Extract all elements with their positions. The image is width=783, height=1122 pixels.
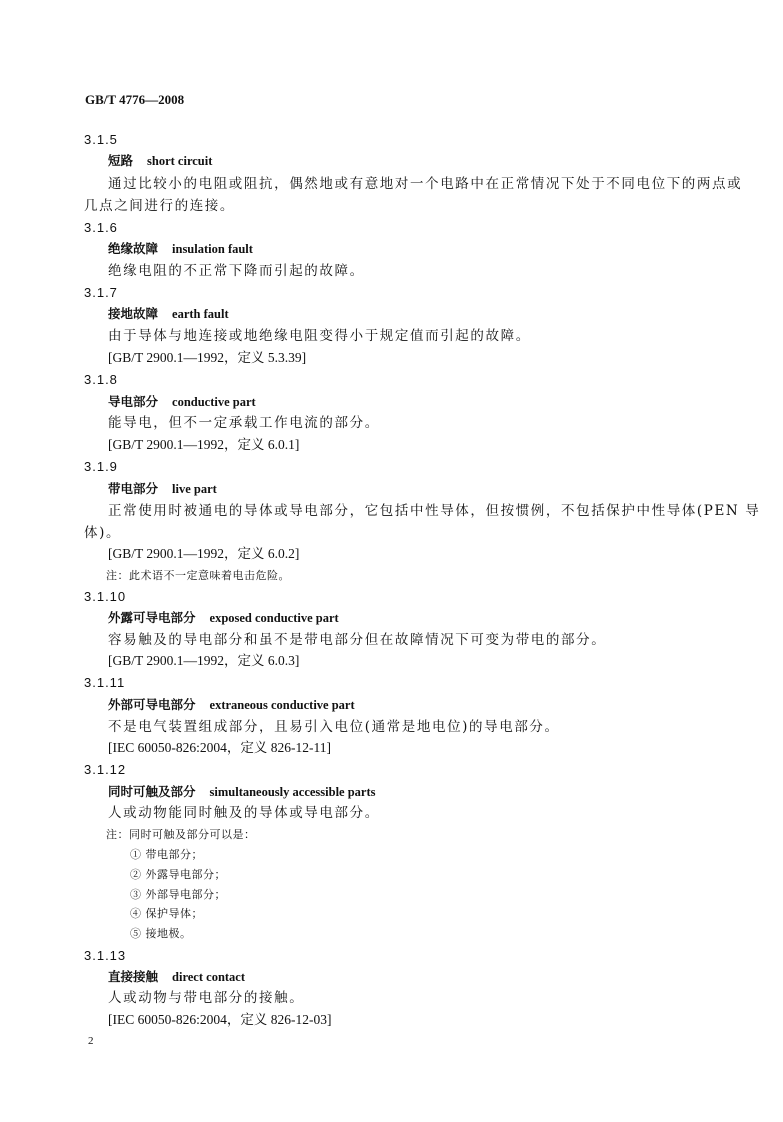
clause-number: 3.1.11 bbox=[84, 675, 126, 690]
definition: 容易触及的导电部分和虽不是带电部分但在故障情况下可变为带电的部分。 bbox=[108, 632, 607, 648]
definition-continued: 几点之间进行的连接。 bbox=[84, 198, 235, 214]
definition: 不是电气装置组成部分，且易引入电位(通常是地电位)的导电部分。 bbox=[108, 719, 560, 735]
clause-number: 3.1.10 bbox=[84, 589, 127, 604]
standard-header: GB/T 4776—2008 bbox=[85, 92, 185, 107]
clause-number: 3.1.7 bbox=[84, 285, 118, 300]
term-zh: 外部可导电部分 bbox=[108, 697, 196, 712]
clause-number: 3.1.5 bbox=[84, 132, 118, 147]
clause-number: 3.1.8 bbox=[84, 372, 118, 387]
note-list-item: ④ 保护导体； bbox=[130, 907, 203, 920]
clause-number: 3.1.12 bbox=[84, 762, 127, 777]
note-list-item: ① 带电部分； bbox=[130, 848, 203, 861]
term-zh: 直接接触 bbox=[108, 969, 159, 984]
term-en: insulation fault bbox=[172, 242, 253, 256]
term-zh: 接地故障 bbox=[108, 306, 159, 321]
term-title bbox=[108, 240, 253, 258]
term-zh: 绝缘故障 bbox=[108, 241, 159, 256]
term-zh: 同时可触及部分 bbox=[108, 784, 196, 799]
definition: 能导电，但不一定承载工作电流的部分。 bbox=[108, 415, 380, 431]
term-title bbox=[108, 393, 256, 411]
definition-continued: 体)。 bbox=[84, 525, 122, 541]
reference: [GB/T 2900.1—1992，定义 6.0.2] bbox=[108, 546, 300, 561]
page-number: 2 bbox=[88, 1035, 94, 1047]
note-list-item: ② 外露导电部分； bbox=[130, 868, 226, 881]
definition: 人或动物与带电部分的接触。 bbox=[108, 990, 305, 1006]
note: 注：同时可触及部分可以是： bbox=[106, 828, 256, 841]
term-en: earth fault bbox=[172, 307, 229, 321]
term-title bbox=[108, 696, 355, 714]
term-title bbox=[108, 305, 229, 323]
term-title bbox=[108, 609, 339, 627]
term-title bbox=[108, 783, 376, 801]
term-zh: 外露可导电部分 bbox=[108, 610, 196, 625]
term-title bbox=[108, 968, 245, 986]
reference: [GB/T 2900.1—1992，定义 6.0.1] bbox=[108, 437, 300, 452]
term-en: extraneous conductive part bbox=[209, 698, 355, 712]
term-en: direct contact bbox=[172, 970, 246, 984]
term-en: short circuit bbox=[147, 154, 213, 168]
reference: [GB/T 2900.1—1992，定义 6.0.3] bbox=[108, 653, 300, 668]
clause-number: 3.1.6 bbox=[84, 220, 118, 235]
term-en: conductive part bbox=[172, 395, 256, 409]
term-zh: 导电部分 bbox=[108, 394, 159, 409]
definition: 通过比较小的电阻或阻抗，偶然地或有意地对一个电路中在正常情况下处于不同电位下的两点或 bbox=[108, 176, 743, 192]
definition: 由于导体与地连接或地绝缘电阻变得小于规定值而引起的故障。 bbox=[108, 328, 531, 344]
reference: [GB/T 2900.1—1992，定义 5.3.39] bbox=[108, 350, 307, 365]
clause-number: 3.1.13 bbox=[84, 948, 127, 963]
definition: 人或动物能同时触及的导体或导电部分。 bbox=[108, 805, 380, 821]
clause-number: 3.1.9 bbox=[84, 459, 118, 474]
reference: [IEC 60050-826:2004，定义 826-12-03] bbox=[108, 1012, 332, 1027]
term-en: simultaneously accessible parts bbox=[209, 785, 376, 799]
term-en: exposed conductive part bbox=[209, 611, 339, 625]
term-title bbox=[108, 152, 212, 170]
note: 注：此术语不一定意味着电击危险。 bbox=[106, 569, 290, 582]
term-title bbox=[108, 480, 217, 498]
term-zh: 短路 bbox=[108, 153, 134, 168]
note-list-item: ⑤ 接地极。 bbox=[130, 927, 192, 940]
definition: 正常使用时被通电的导体或导电部分，它包括中性导体，但按惯例，不包括保护中性导体(PEN 导 bbox=[108, 503, 761, 519]
reference: [IEC 60050-826:2004，定义 826-12-11] bbox=[108, 740, 331, 755]
note-list-item: ③ 外部导电部分； bbox=[130, 888, 226, 901]
definition: 绝缘电阻的不正常下降而引起的故障。 bbox=[108, 263, 365, 279]
term-zh: 带电部分 bbox=[108, 481, 159, 496]
term-en: live part bbox=[172, 482, 217, 496]
